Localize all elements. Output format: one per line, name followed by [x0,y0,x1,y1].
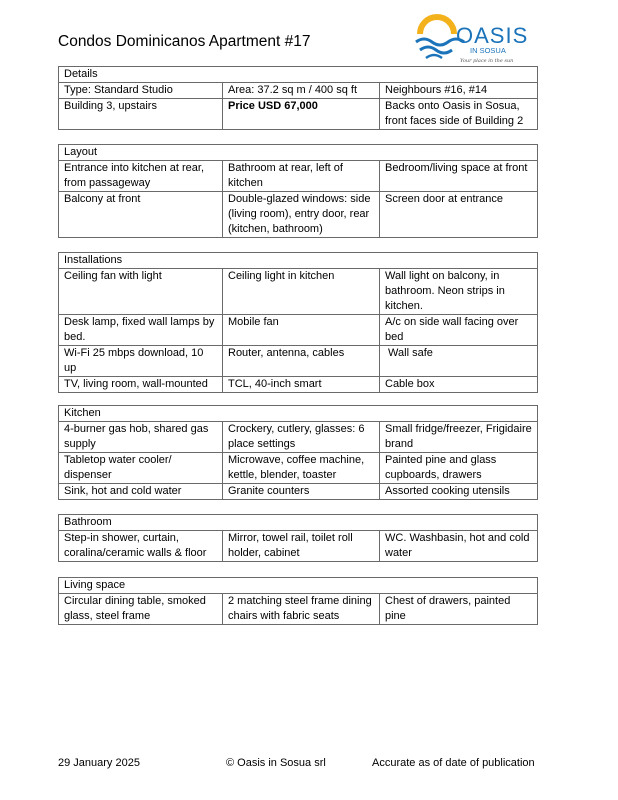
section-header: Layout [59,145,538,161]
table-cell: Building 3, upstairs [59,99,223,130]
table-cell: Wall safe [380,346,538,377]
section-header: Living space [59,578,538,594]
table-cell: Ceiling fan with light [59,269,223,315]
table-cell: Granite counters [223,484,380,500]
table-cell: Step-in shower, curtain, coralina/ceramic walls & floor [59,531,223,562]
page-title: Condos Dominicanos Apartment #17 [58,33,311,50]
table-cell: Screen door at entrance [380,192,538,238]
table-cell: Neighbours #16, #14 [380,83,538,99]
table-cell: TCL, 40-inch smart [223,377,380,393]
table-cell: Wi-Fi 25 mbps download, 10 up [59,346,223,377]
table-cell: Cable box [380,377,538,393]
table-cell: Backs onto Oasis in Sosua, front faces side of Building 2 [380,99,538,130]
table-cell: Router, antenna, cables [223,346,380,377]
footer-note: Accurate as of date of publication [372,757,535,769]
table-cell: Desk lamp, fixed wall lamps by bed. [59,315,223,346]
table-cell: Sink, hot and cold water [59,484,223,500]
table-cell: Double-glazed windows: side (living room), entry door, rear (kitchen, bathroom) [223,192,380,238]
section-header: Installations [59,253,538,269]
table-cell: Microwave, coffee machine, kettle, blender, toaster [223,453,380,484]
kitchen-table [58,405,538,500]
table-cell: 2 matching steel frame dining chairs with fabric seats [223,594,380,625]
table-cell: Bathroom at rear, left of kitchen [223,161,380,192]
table-cell: Mirror, towel rail, toilet roll holder, cabinet [223,531,380,562]
table-cell: TV, living room, wall-mounted [59,377,223,393]
table-cell: Circular dining table, smoked glass, steel frame [59,594,223,625]
logo-brand-text: OASIS [456,23,529,48]
logo-tagline: Your place in the sun [460,58,514,64]
table-cell: Entrance into kitchen at rear, from passageway [59,161,223,192]
section-header: Bathroom [59,515,538,531]
table-cell: Chest of drawers, painted pine [380,594,538,625]
table-cell: Crockery, cutlery, glasses: 6 place settings [223,422,380,453]
footer-date: 29 January 2025 [58,757,140,769]
table-cell: Mobile fan [223,315,380,346]
table-cell: Assorted cooking utensils [380,484,538,500]
price-cell: Price USD 67,000 [223,99,380,130]
installations-table [58,252,538,393]
table-cell: Balcony at front [59,192,223,238]
section-header: Kitchen [59,406,538,422]
table-cell: 4-burner gas hob, shared gas supply [59,422,223,453]
table-cell: Small fridge/freezer, Frigidaire brand [380,422,538,453]
footer-copyright: © Oasis in Sosua srl [226,757,326,769]
table-cell: Ceiling light in kitchen [223,269,380,315]
logo-sub-text: IN SOSUA [470,46,506,55]
table-cell: WC. Washbasin, hot and cold water [380,531,538,562]
table-cell: Bedroom/living space at front [380,161,538,192]
sun-icon [420,17,454,34]
details-table [58,66,538,130]
table-cell: Type: Standard Studio [59,83,223,99]
table-cell: Wall light on balcony, in bathroom. Neon strips in kitchen. [380,269,538,315]
oasis-logo [412,12,537,66]
bathroom-table [58,514,538,562]
table-cell: Tabletop water cooler/ dispenser [59,453,223,484]
layout-table [58,144,538,238]
table-cell: Area: 37.2 sq m / 400 sq ft [223,83,380,99]
section-header: Details [59,67,538,83]
table-cell: A/c on side wall facing over bed [380,315,538,346]
living-space-table [58,577,538,625]
table-cell: Painted pine and glass cupboards, drawers [380,453,538,484]
